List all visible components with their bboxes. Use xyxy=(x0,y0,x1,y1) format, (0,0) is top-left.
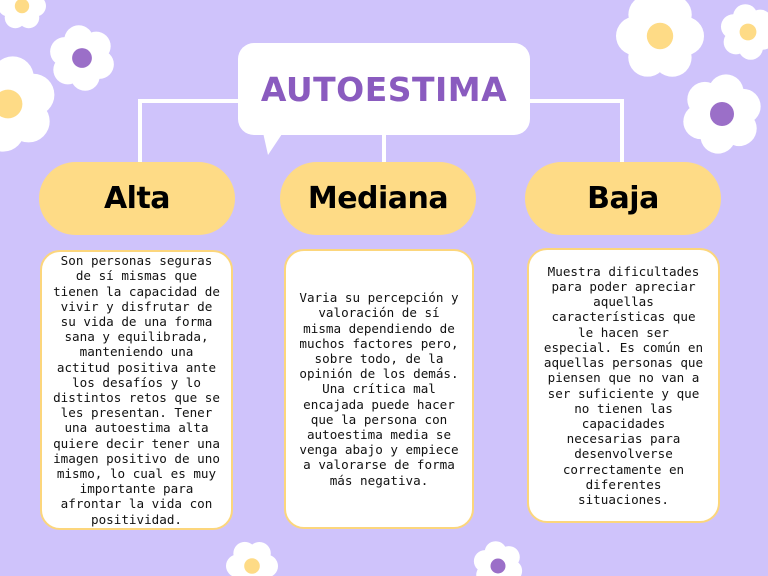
description-card-baja xyxy=(527,248,720,523)
flower-icon xyxy=(474,541,522,576)
connector-line-alta xyxy=(140,101,240,168)
flower-icon xyxy=(50,25,114,90)
connector-line-baja xyxy=(528,101,622,168)
flower-icon xyxy=(683,74,760,153)
title-bubble xyxy=(238,43,530,135)
flower-icon xyxy=(0,0,46,28)
category-pill-alta xyxy=(39,162,235,235)
category-label-mediana: Mediana xyxy=(307,181,449,216)
category-pill-baja xyxy=(525,162,721,235)
flower-icon xyxy=(616,0,704,77)
flower-icon xyxy=(721,4,768,60)
description-text-mediana: Varia su percepción y valoración de sí misma dependiendo de muchos factores pero, sobre todo, de la opinión de los demás. Una crítica mal encajada puede hacer que la persona con autoestima media se venga abajo y empiece a valorarse de forma más negativa. xyxy=(299,290,459,488)
flower-icon xyxy=(226,542,278,576)
page-title: AUTOESTIMA xyxy=(260,69,508,109)
flower-icon xyxy=(0,56,54,151)
description-card-alta xyxy=(40,250,233,530)
category-label-baja: Baja xyxy=(587,181,659,216)
description-text-alta: Son personas seguras de sí mismas que tienen la capacidad de vivir y disfrutar de su vida de una forma sana y equilibrada, manteniendo una actitud positiva ante los desafíos y lo distintos retos que se les presentan. Tener una autoestima alta quiere decir tener una imagen positivo de uno mismo, lo cual es muy importante para afrontar la vida con positividad. xyxy=(53,253,220,527)
description-text-baja: Muestra dificultades para poder apreciar aquellas características que le hacen ser especial. Es común en aquellas personas que piensen que no van a ser suficiente y que no tienen las capacidades necesarias para desenvolverse correctamente en diferentes situaciones. xyxy=(543,263,704,507)
category-pill-mediana xyxy=(280,162,476,235)
description-card-mediana xyxy=(284,249,474,529)
category-label-alta: Alta xyxy=(103,181,171,216)
